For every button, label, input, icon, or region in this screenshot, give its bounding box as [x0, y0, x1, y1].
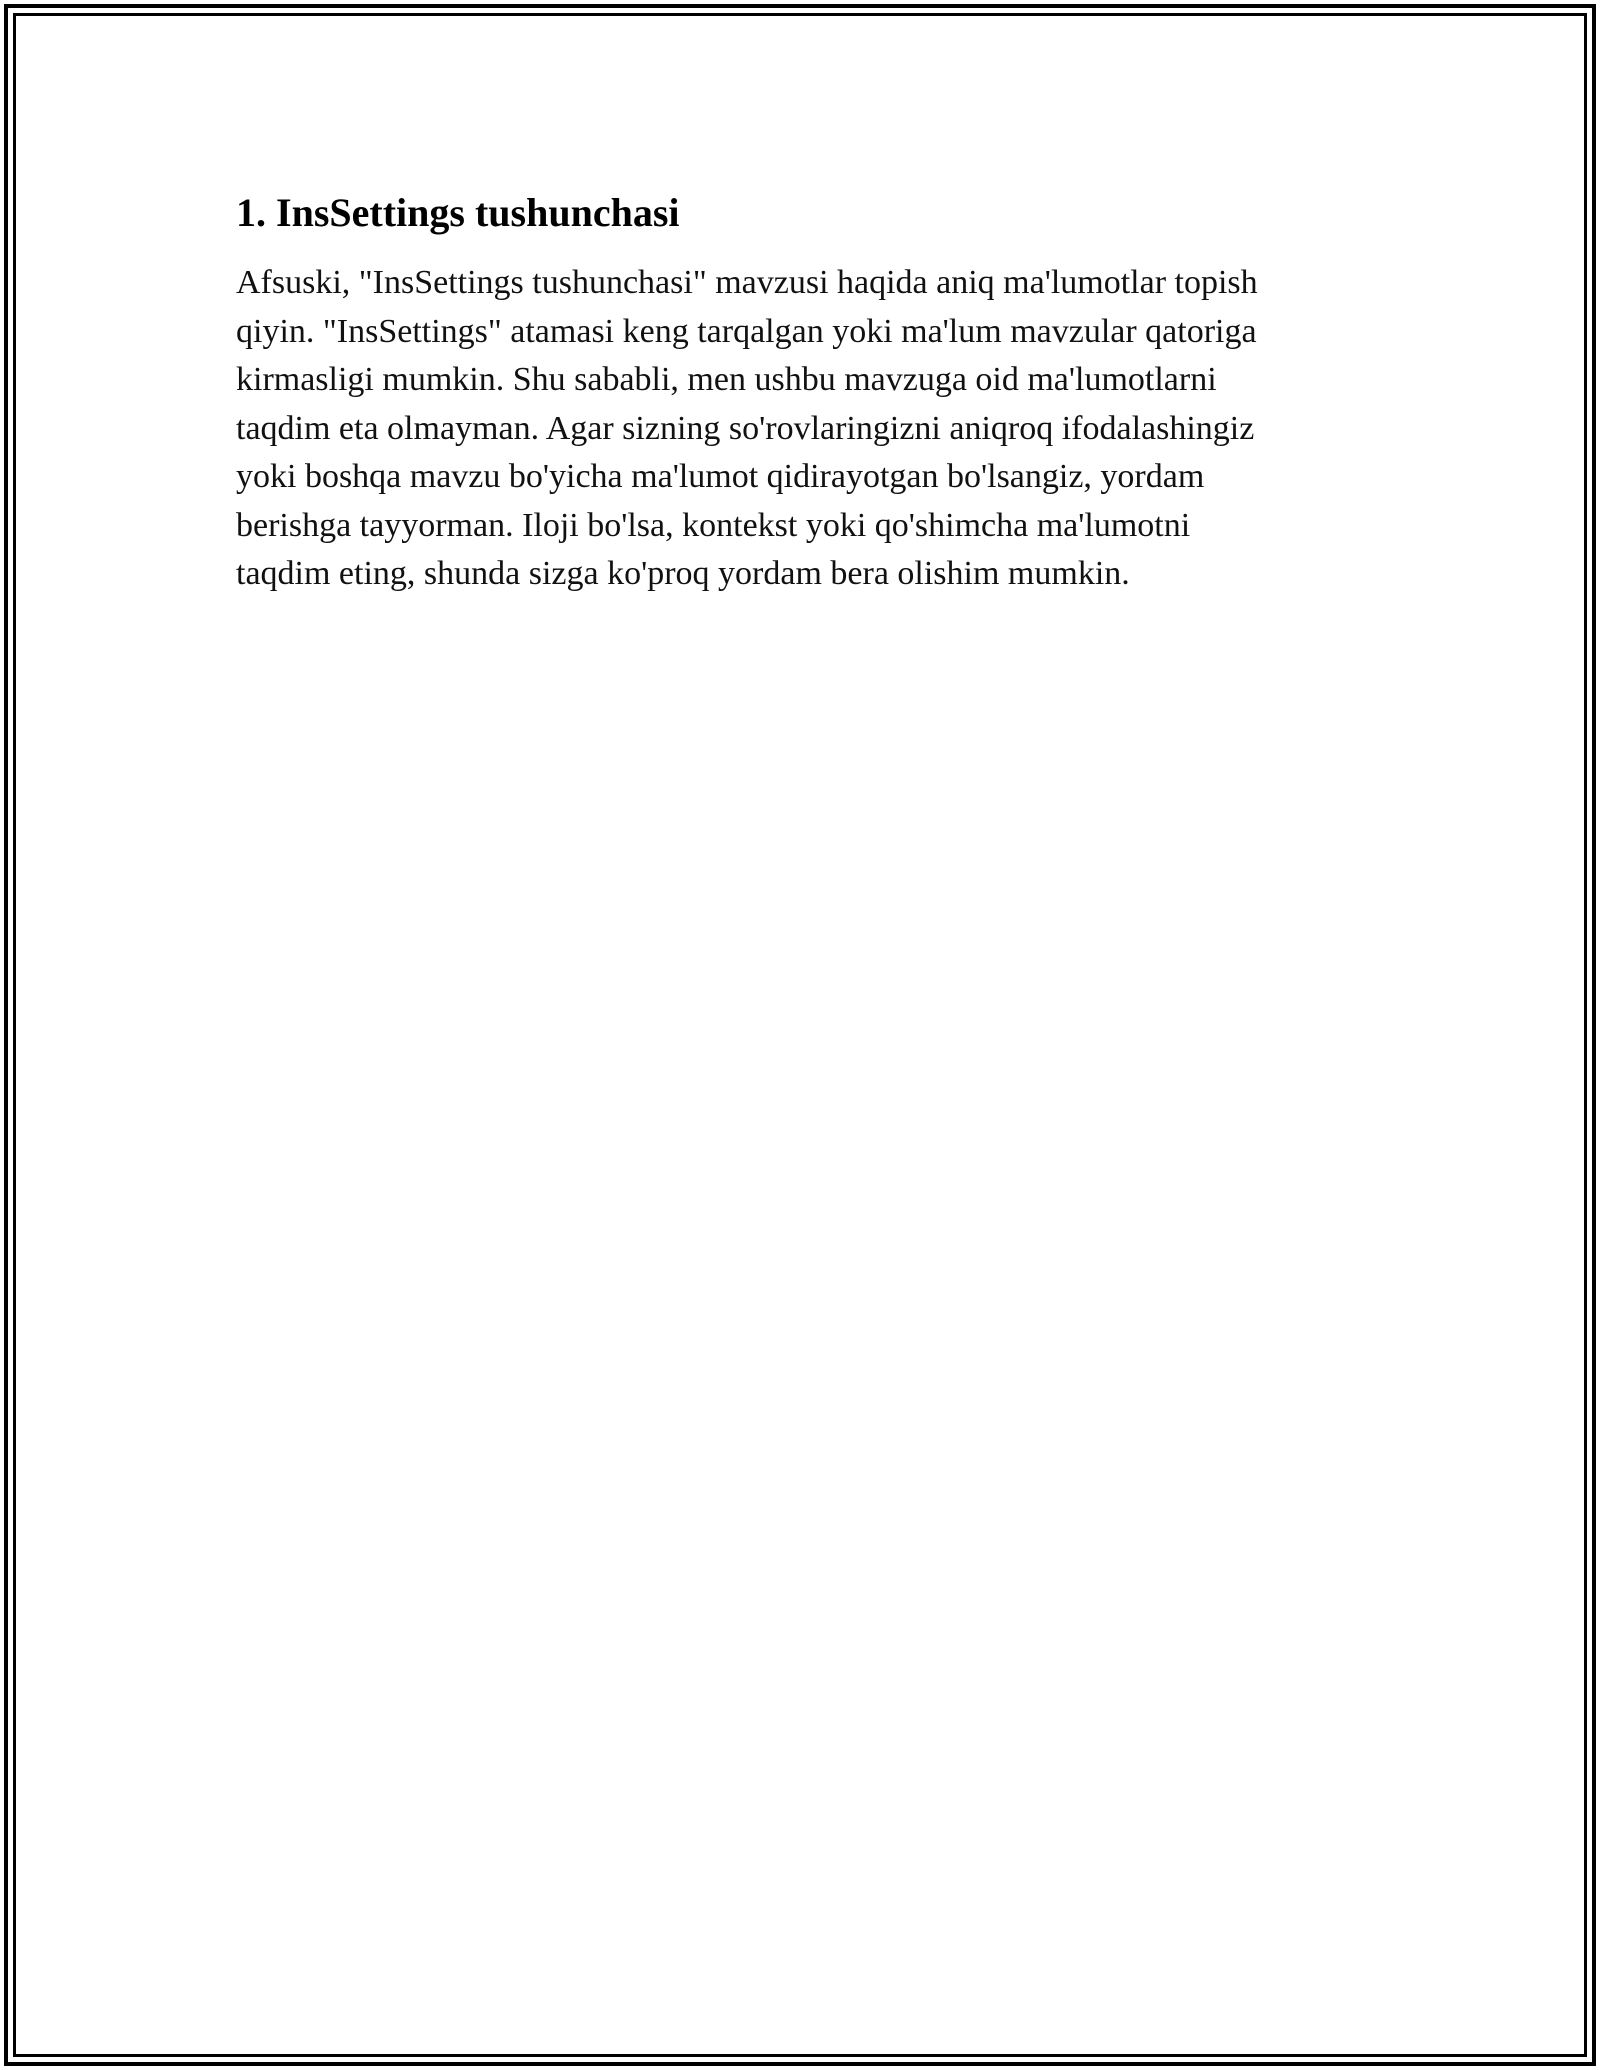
- paragraph-line: Afsuski, "InsSettings tushunchasi" mavzusi haqida aniq ma'lumotlar topish: [236, 264, 1258, 301]
- paragraph-line: qiyin. "InsSettings" atamasi keng tarqalgan yoki ma'lum mavzular qatoriga: [236, 312, 1257, 350]
- paragraph-line: taqdim eta olmayman. Agar sizning so'rovlaringizni aniqroq ifodalashingiz: [236, 409, 1255, 447]
- paragraph-line: yoki boshqa mavzu bo'yicha ma'lumot qidirayotgan bo'lsangiz, yordam: [236, 458, 1205, 495]
- paragraph-line: berishga tayyorman. Iloji bo'lsa, kontekst yoki qo'shimcha ma'lumotni: [236, 506, 1191, 544]
- document-content: [236, 186, 1366, 599]
- paragraph-line: taqdim eting, shunda sizga ko'proq yordam bera olishim mumkin.: [236, 555, 1130, 592]
- section-title: 1. InsSettings tushunchasi: [236, 190, 680, 235]
- paragraph-line: kirmasligi mumkin. Shu sababli, men ushbu mavzuga oid ma'lumotlarni: [236, 361, 1217, 398]
- body-paragraph: [236, 259, 1366, 599]
